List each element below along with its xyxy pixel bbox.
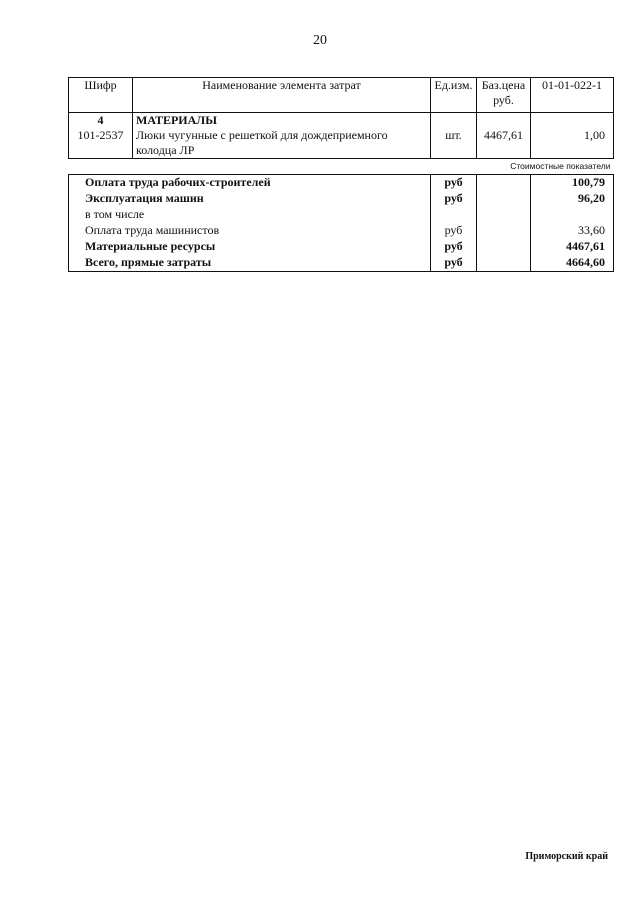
summary-value: 4664,60: [531, 255, 614, 272]
header-price-line1: Баз.цена: [481, 78, 526, 92]
summary-label: Материальные ресурсы: [69, 239, 431, 255]
summary-value: 96,20: [531, 191, 614, 207]
summary-unit: руб: [431, 239, 477, 255]
summary-row: [69, 239, 614, 255]
item-code-cell: [69, 113, 133, 159]
summary-empty: [477, 207, 531, 223]
header-unit: Ед.изм.: [431, 78, 477, 113]
summary-unit: [431, 207, 477, 223]
summary-unit: руб: [431, 191, 477, 207]
page-number: 20: [313, 33, 327, 48]
item-number: 4: [97, 113, 104, 127]
table-header-row: [69, 78, 614, 113]
header-code: Шифр: [69, 78, 133, 113]
header-norm: 01-01-022-1: [531, 78, 614, 113]
item-name: Люки чугунные с решеткой для дождеприемного колодца ЛР: [136, 128, 388, 157]
summary-empty: [477, 239, 531, 255]
item-price: 4467,61: [477, 113, 531, 159]
item-name-cell: [133, 113, 431, 159]
summary-empty: [477, 191, 531, 207]
summary-label: Оплата труда машинистов: [69, 223, 431, 239]
item-row: [69, 113, 614, 159]
summary-unit: руб: [431, 223, 477, 239]
item-code: 101-2537: [77, 128, 124, 142]
summary-row: [69, 255, 614, 272]
summary-empty: [477, 175, 531, 192]
summary-row: [69, 223, 614, 239]
summary-row: [69, 191, 614, 207]
header-name: Наименование элемента затрат: [133, 78, 431, 113]
summary-label: в том числе: [69, 207, 431, 223]
summary-empty: [477, 255, 531, 272]
summary-value: 100,79: [531, 175, 614, 192]
summary-label: Всего, прямые затраты: [69, 255, 431, 272]
cost-table: [68, 77, 614, 272]
summary-row: [69, 175, 614, 192]
item-section: МАТЕРИАЛЫ: [136, 113, 217, 127]
summary-value: 4467,61: [531, 239, 614, 255]
cost-label-row: [69, 159, 614, 175]
item-quantity: 1,00: [531, 113, 614, 159]
summary-unit: руб: [431, 255, 477, 272]
summary-unit: руб: [431, 175, 477, 192]
item-unit: шт.: [431, 113, 477, 159]
summary-empty: [477, 223, 531, 239]
header-price: [477, 78, 531, 113]
summary-row: [69, 207, 614, 223]
summary-value: [531, 207, 614, 223]
footer-region: Приморский край: [525, 851, 608, 862]
summary-label: Оплата труда рабочих-строителей: [69, 175, 431, 192]
cost-label: Стоимостные показатели: [69, 159, 614, 175]
header-price-line2: руб.: [493, 93, 514, 107]
summary-value: 33,60: [531, 223, 614, 239]
summary-label: Эксплуатация машин: [69, 191, 431, 207]
